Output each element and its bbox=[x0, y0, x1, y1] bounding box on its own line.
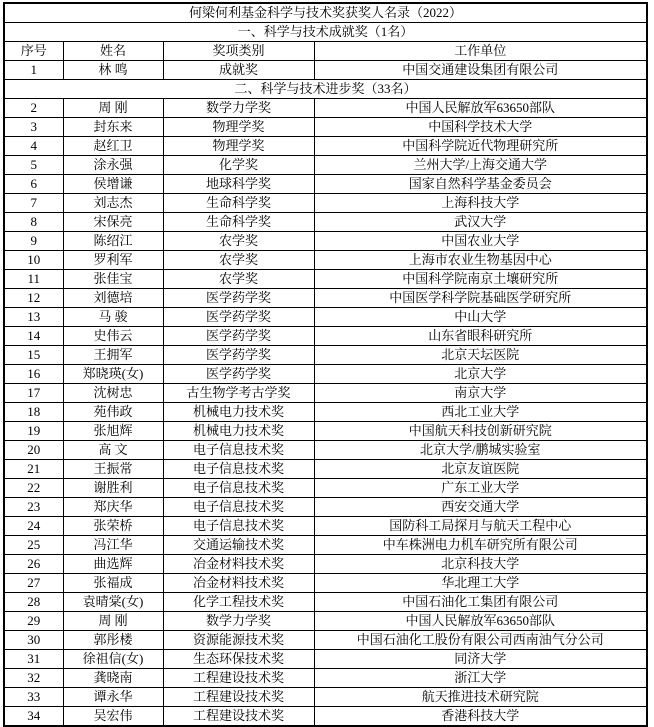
org-cell: 中国石油化工集团有限公司 bbox=[314, 593, 647, 612]
section-row bbox=[4, 80, 647, 99]
award-cell: 冶金材料技术奖 bbox=[163, 574, 314, 593]
serial-cell: 14 bbox=[4, 327, 63, 346]
org-cell: 山东省眼科研究所 bbox=[314, 327, 647, 346]
org-cell: 航天推进技术研究院 bbox=[314, 688, 647, 707]
serial-cell: 15 bbox=[4, 346, 63, 365]
table-row bbox=[4, 194, 647, 213]
award-cell: 数学力学奖 bbox=[163, 99, 314, 118]
name-cell: 曲选辉 bbox=[63, 555, 163, 574]
serial-cell: 32 bbox=[4, 669, 63, 688]
award-cell: 资源能源技术奖 bbox=[163, 631, 314, 650]
table-row bbox=[4, 99, 647, 118]
table-row bbox=[4, 498, 647, 517]
serial-cell: 13 bbox=[4, 308, 63, 327]
award-cell: 工程建设技术奖 bbox=[163, 707, 314, 727]
org-cell: 广东工业大学 bbox=[314, 479, 647, 498]
serial-cell: 8 bbox=[4, 213, 63, 232]
serial-cell: 29 bbox=[4, 612, 63, 631]
name-cell: 谭永华 bbox=[63, 688, 163, 707]
column-header-row bbox=[4, 42, 647, 61]
award-cell: 化学奖 bbox=[163, 156, 314, 175]
serial-cell: 10 bbox=[4, 251, 63, 270]
name-cell: 张福成 bbox=[63, 574, 163, 593]
org-cell: 国防科工局探月与航天工程中心 bbox=[314, 517, 647, 536]
awards-table bbox=[3, 2, 648, 727]
org-cell: 中国石油化工股份有限公司西南油气分公司 bbox=[314, 631, 647, 650]
org-cell: 中国农业大学 bbox=[314, 232, 647, 251]
org-cell: 上海科技大学 bbox=[314, 194, 647, 213]
progress-award-rows bbox=[4, 99, 647, 727]
table-row bbox=[4, 175, 647, 194]
award-cell: 工程建设技术奖 bbox=[163, 688, 314, 707]
org-cell: 中国航天科技创新研究院 bbox=[314, 422, 647, 441]
org-cell: 上海市农业生物基因中心 bbox=[314, 251, 647, 270]
name-cell: 冯江华 bbox=[63, 536, 163, 555]
table-row bbox=[4, 669, 647, 688]
serial-cell: 1 bbox=[4, 61, 63, 80]
serial-cell: 26 bbox=[4, 555, 63, 574]
serial-cell: 3 bbox=[4, 118, 63, 137]
table-row bbox=[4, 61, 647, 80]
serial-cell: 20 bbox=[4, 441, 63, 460]
org-cell: 浙江大学 bbox=[314, 669, 647, 688]
name-cell: 张旭辉 bbox=[63, 422, 163, 441]
name-cell: 谢胜利 bbox=[63, 479, 163, 498]
org-cell: 华北理工大学 bbox=[314, 574, 647, 593]
award-cell: 农学奖 bbox=[163, 232, 314, 251]
award-cell: 物理学奖 bbox=[163, 118, 314, 137]
table-row bbox=[4, 460, 647, 479]
name-cell: 高 文 bbox=[63, 441, 163, 460]
award-cell: 交通运输技术奖 bbox=[163, 536, 314, 555]
name-cell: 封东来 bbox=[63, 118, 163, 137]
name-cell: 刘志杰 bbox=[63, 194, 163, 213]
table-row bbox=[4, 593, 647, 612]
org-cell: 北京友谊医院 bbox=[314, 460, 647, 479]
award-cell: 农学奖 bbox=[163, 251, 314, 270]
award-cell: 生命科学奖 bbox=[163, 194, 314, 213]
award-cell: 古生物学考古学奖 bbox=[163, 384, 314, 403]
serial-cell: 24 bbox=[4, 517, 63, 536]
award-cell: 生命科学奖 bbox=[163, 213, 314, 232]
org-cell: 中国科学院南京土壤研究所 bbox=[314, 270, 647, 289]
table-row bbox=[4, 365, 647, 384]
section-heading-achievement: 一、科学与技术成就奖（1名） bbox=[4, 23, 647, 42]
award-cell: 医学药学奖 bbox=[163, 327, 314, 346]
serial-cell: 5 bbox=[4, 156, 63, 175]
serial-cell: 12 bbox=[4, 289, 63, 308]
table-row bbox=[4, 517, 647, 536]
table-head-section bbox=[4, 3, 647, 61]
name-cell: 龚晓南 bbox=[63, 669, 163, 688]
name-cell: 罗利军 bbox=[63, 251, 163, 270]
award-cell: 医学药学奖 bbox=[163, 289, 314, 308]
name-cell: 郑庆华 bbox=[63, 498, 163, 517]
title-row bbox=[4, 3, 647, 23]
award-cell: 医学药学奖 bbox=[163, 308, 314, 327]
table-row bbox=[4, 213, 647, 232]
name-cell: 郑晓瑛(女) bbox=[63, 365, 163, 384]
table-row bbox=[4, 707, 647, 727]
serial-cell: 27 bbox=[4, 574, 63, 593]
section-two-heading-body bbox=[4, 80, 647, 99]
table-row bbox=[4, 346, 647, 365]
org-cell: 北京大学/鹏城实验室 bbox=[314, 441, 647, 460]
serial-cell: 23 bbox=[4, 498, 63, 517]
column-header-serial: 序号 bbox=[4, 42, 63, 61]
serial-cell: 34 bbox=[4, 707, 63, 727]
document-title: 何梁何利基金科学与技术奖获奖人名录（2022） bbox=[4, 3, 647, 23]
table-row bbox=[4, 650, 647, 669]
column-header-name: 姓名 bbox=[63, 42, 163, 61]
name-cell: 张佳宝 bbox=[63, 270, 163, 289]
award-cell: 电子信息技术奖 bbox=[163, 460, 314, 479]
name-cell: 周 刚 bbox=[63, 612, 163, 631]
serial-cell: 17 bbox=[4, 384, 63, 403]
award-cell: 机械电力技术奖 bbox=[163, 403, 314, 422]
name-cell: 周 刚 bbox=[63, 99, 163, 118]
serial-cell: 19 bbox=[4, 422, 63, 441]
org-cell: 中山大学 bbox=[314, 308, 647, 327]
org-cell: 香港科技大学 bbox=[314, 707, 647, 727]
org-cell: 中国人民解放军63650部队 bbox=[314, 612, 647, 631]
award-cell: 化学工程技术奖 bbox=[163, 593, 314, 612]
org-cell: 北京科技大学 bbox=[314, 555, 647, 574]
org-cell: 同济大学 bbox=[314, 650, 647, 669]
name-cell: 宋保亮 bbox=[63, 213, 163, 232]
table-row bbox=[4, 536, 647, 555]
award-cell: 数学力学奖 bbox=[163, 612, 314, 631]
award-cell: 电子信息技术奖 bbox=[163, 498, 314, 517]
name-cell: 袁晴棠(女) bbox=[63, 593, 163, 612]
name-cell: 陈绍江 bbox=[63, 232, 163, 251]
table-row bbox=[4, 631, 647, 650]
award-cell: 工程建设技术奖 bbox=[163, 669, 314, 688]
table-row bbox=[4, 327, 647, 346]
table-row bbox=[4, 308, 647, 327]
award-cell: 电子信息技术奖 bbox=[163, 517, 314, 536]
name-cell: 刘德培 bbox=[63, 289, 163, 308]
table-row bbox=[4, 479, 647, 498]
name-cell: 沈树忠 bbox=[63, 384, 163, 403]
table-row bbox=[4, 118, 647, 137]
table-row bbox=[4, 137, 647, 156]
serial-cell: 16 bbox=[4, 365, 63, 384]
award-cell: 成就奖 bbox=[163, 61, 314, 80]
serial-cell: 7 bbox=[4, 194, 63, 213]
column-header-work-unit: 工作单位 bbox=[314, 42, 647, 61]
section-row bbox=[4, 23, 647, 42]
award-cell: 电子信息技术奖 bbox=[163, 441, 314, 460]
table-row bbox=[4, 441, 647, 460]
serial-cell: 9 bbox=[4, 232, 63, 251]
org-cell: 武汉大学 bbox=[314, 213, 647, 232]
org-cell: 南京大学 bbox=[314, 384, 647, 403]
org-cell: 国家自然科学基金委员会 bbox=[314, 175, 647, 194]
org-cell: 北京天坛医院 bbox=[314, 346, 647, 365]
serial-cell: 18 bbox=[4, 403, 63, 422]
table-row bbox=[4, 156, 647, 175]
award-cell: 地球科学奖 bbox=[163, 175, 314, 194]
table-row bbox=[4, 403, 647, 422]
org-cell: 中车株洲电力机车研究所有限公司 bbox=[314, 536, 647, 555]
table-row bbox=[4, 612, 647, 631]
table-row bbox=[4, 422, 647, 441]
table-row bbox=[4, 574, 647, 593]
award-cell: 医学药学奖 bbox=[163, 346, 314, 365]
name-cell: 王振常 bbox=[63, 460, 163, 479]
column-header-award-category: 奖项类别 bbox=[163, 42, 314, 61]
table-row bbox=[4, 384, 647, 403]
name-cell: 苑伟政 bbox=[63, 403, 163, 422]
serial-cell: 33 bbox=[4, 688, 63, 707]
table-row bbox=[4, 688, 647, 707]
name-cell: 涂永强 bbox=[63, 156, 163, 175]
award-cell: 物理学奖 bbox=[163, 137, 314, 156]
section-heading-progress: 二、科学与技术进步奖（33名） bbox=[4, 80, 647, 99]
org-cell: 西安交通大学 bbox=[314, 498, 647, 517]
award-cell: 生态环保技术奖 bbox=[163, 650, 314, 669]
table-row bbox=[4, 555, 647, 574]
org-cell: 中国人民解放军63650部队 bbox=[314, 99, 647, 118]
serial-cell: 22 bbox=[4, 479, 63, 498]
org-cell: 中国科学技术大学 bbox=[314, 118, 647, 137]
org-cell: 西北工业大学 bbox=[314, 403, 647, 422]
serial-cell: 30 bbox=[4, 631, 63, 650]
serial-cell: 31 bbox=[4, 650, 63, 669]
table-row bbox=[4, 270, 647, 289]
name-cell: 马 骏 bbox=[63, 308, 163, 327]
table-row bbox=[4, 289, 647, 308]
serial-cell: 4 bbox=[4, 137, 63, 156]
org-cell: 兰州大学/上海交通大学 bbox=[314, 156, 647, 175]
award-cell: 电子信息技术奖 bbox=[163, 479, 314, 498]
serial-cell: 28 bbox=[4, 593, 63, 612]
serial-cell: 11 bbox=[4, 270, 63, 289]
achievement-award-rows bbox=[4, 61, 647, 80]
name-cell: 王拥军 bbox=[63, 346, 163, 365]
name-cell: 徐祖信(女) bbox=[63, 650, 163, 669]
org-cell: 北京大学 bbox=[314, 365, 647, 384]
name-cell: 史伟云 bbox=[63, 327, 163, 346]
award-cell: 冶金材料技术奖 bbox=[163, 555, 314, 574]
serial-cell: 21 bbox=[4, 460, 63, 479]
table-row bbox=[4, 232, 647, 251]
org-cell: 中国交通建设集团有限公司 bbox=[314, 61, 647, 80]
name-cell: 郭彤楼 bbox=[63, 631, 163, 650]
award-cell: 医学药学奖 bbox=[163, 365, 314, 384]
serial-cell: 6 bbox=[4, 175, 63, 194]
award-cell: 机械电力技术奖 bbox=[163, 422, 314, 441]
name-cell: 侯增谦 bbox=[63, 175, 163, 194]
table-row bbox=[4, 251, 647, 270]
name-cell: 赵红卫 bbox=[63, 137, 163, 156]
serial-cell: 2 bbox=[4, 99, 63, 118]
org-cell: 中国科学院近代物理研究所 bbox=[314, 137, 647, 156]
name-cell: 林 鸣 bbox=[63, 61, 163, 80]
award-cell: 农学奖 bbox=[163, 270, 314, 289]
name-cell: 吴宏伟 bbox=[63, 707, 163, 727]
serial-cell: 25 bbox=[4, 536, 63, 555]
name-cell: 张荣桥 bbox=[63, 517, 163, 536]
org-cell: 中国医学科学院基础医学研究所 bbox=[314, 289, 647, 308]
